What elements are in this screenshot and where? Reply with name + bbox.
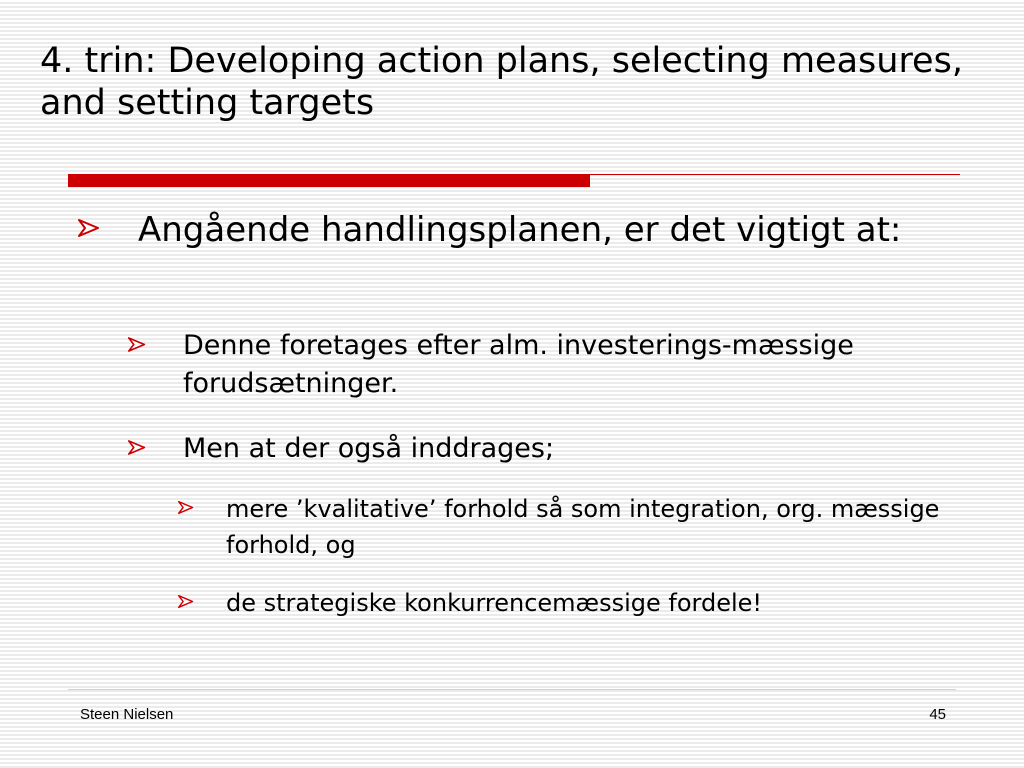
arrow-bullet-icon [128,439,146,456]
footer-divider [68,689,956,690]
arrow-bullet-icon [178,594,194,609]
slide-title: 4. trin: Developing action plans, selecting measures, and setting targets [40,41,963,123]
title-underline-accent [68,174,590,187]
bullet-text: Angående handlingsplanen, er det vigtigt at: [138,210,902,250]
page-number: 45 [929,706,946,723]
bullet-level2 [128,430,928,468]
bullet-level3 [178,585,978,621]
bullet-text: de strategiske konkurrencemæssige fordele! [226,589,763,617]
bullet-level2 [128,327,928,403]
bullet-level3 [178,491,978,563]
bullet-text: Denne foretages efter alm. investerings-mæssige forudsætninger. [183,330,854,399]
arrow-bullet-icon [78,218,100,238]
arrow-bullet-icon [128,336,146,353]
arrow-bullet-icon [178,500,194,515]
title-underline-thin [590,174,960,175]
bullet-text: Men at der også inddrages; [183,433,555,464]
bullet-text: mere ’kvalitative’ forhold så som integration, org. mæssige forhold, og [226,495,940,559]
bullet-level1 [78,206,978,254]
footer-author: Steen Nielsen [80,706,174,723]
